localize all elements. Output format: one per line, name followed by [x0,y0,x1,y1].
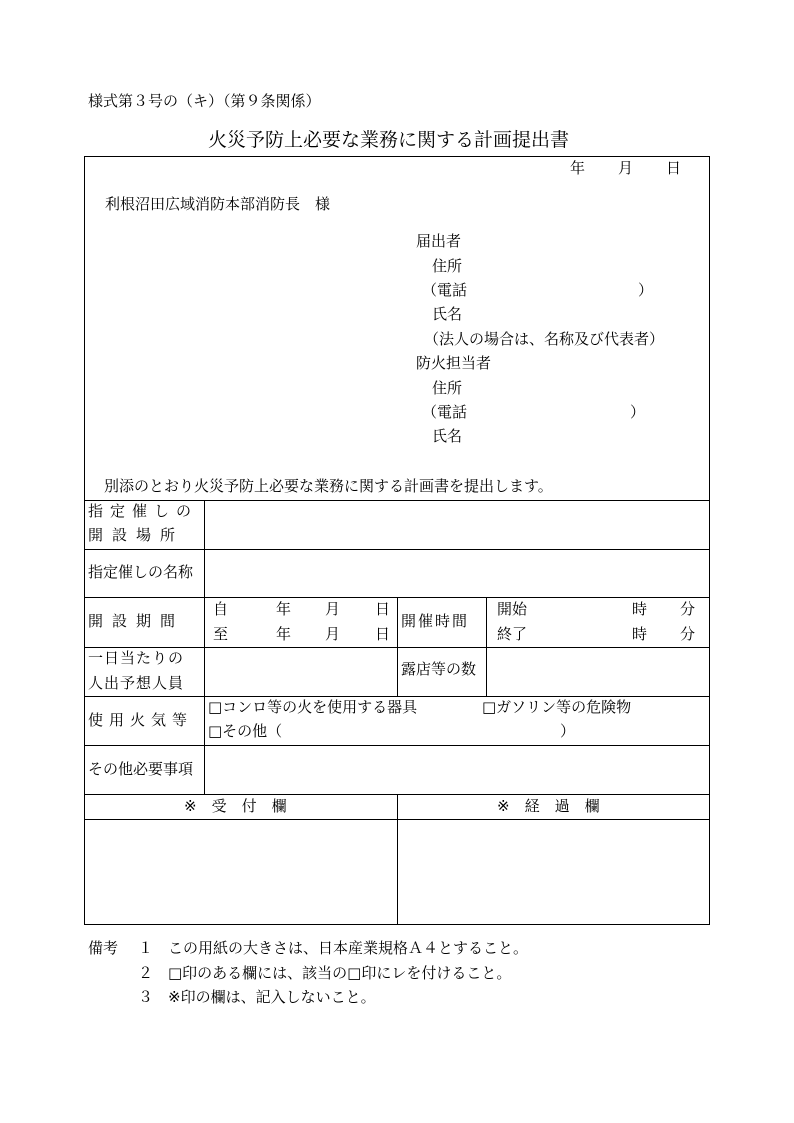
table-rule [486,597,487,696]
note-text: この用紙の大きさは、日本産業規格Ａ４とすること。 [168,939,529,957]
location-label-1: 指定催しの [88,502,199,520]
table-rule [397,794,398,924]
progress-header: ※ 経 過 欄 [497,797,600,815]
notes-heading: 備考 [88,939,119,957]
option-other-checkbox[interactable]: □その他（ [208,722,283,740]
applicant-name-label: 氏名 [432,305,463,323]
note-text: □印のある欄には、該当の□印にレを付けること。 [168,964,512,982]
table-rule [84,745,709,746]
option-other-close: ） [560,722,576,740]
note-number: １ [138,939,154,957]
end-minute: 分 [680,625,696,643]
table-rule [204,500,205,794]
addressee: 利根沼田広域消防本部消防長 様 [105,195,331,213]
location-input[interactable] [206,502,706,547]
submission-statement: 別添のとおり火災予防上必要な業務に関する計画書を提出します。 [104,477,553,495]
option-gasoline-checkbox[interactable]: □ガソリン等の危険物 [482,698,632,716]
attendance-label-2: 人出予想人員 [88,674,185,692]
applicant-address-label: 住所 [432,257,463,275]
period-to-prefix: 至 [213,625,229,643]
fire-manager-address-label: 住所 [432,379,463,397]
table-rule [397,597,398,696]
fire-use-label: 使用火気等 [88,711,194,729]
applicant-corp-note: （法人の場合は、名称及び代表者） [424,330,665,348]
form-number: 様式第３号の（キ）（第９条関係） [88,92,321,110]
stalls-label: 露店等の数 [401,660,477,678]
period-label: 開設期間 [88,612,185,630]
end-hour: 時 [632,625,648,643]
note-number: ２ [138,964,154,982]
applicant-phone-label: （電話 [422,281,468,299]
applicant-label: 届出者 [416,232,462,250]
stalls-input[interactable] [488,649,706,694]
period-from-prefix: 自 [213,600,229,618]
note-text: ※印の欄は、記入しないこと。 [168,988,376,1006]
attendance-input[interactable] [206,649,395,694]
note-number: ３ [138,988,154,1006]
other-items-input[interactable] [206,747,706,792]
attendance-label-1: 一日当たりの [88,649,185,667]
page-title: 火災予防上必要な業務に関する計画提出書 [208,129,570,151]
table-rule [84,696,709,697]
period-from-year: 年 [276,600,292,618]
event-name-label: 指定催しの名称 [88,563,194,581]
table-rule [84,549,709,550]
period-from-month: 月 [325,600,341,618]
period-to-day: 日 [375,625,391,643]
end-label: 終了 [497,625,528,643]
fire-manager-phone-label: （電話 [422,403,468,421]
location-label-line1 [88,504,198,519]
date-month: 月 [618,159,634,177]
location-label-2: 開設場所 [88,526,185,544]
applicant-phone-close: ） [638,281,654,299]
fire-manager-phone-close: ） [630,403,646,421]
date-year: 年 [570,159,586,177]
event-name-input[interactable] [206,551,706,596]
period-from-day: 日 [375,600,391,618]
fire-manager-name-label: 氏名 [432,427,463,445]
period-to-year: 年 [276,625,292,643]
start-label: 開始 [497,600,528,618]
date-day: 日 [666,159,682,177]
reception-header: ※ 受 付 欄 [184,797,287,815]
table-rule [84,500,709,501]
start-minute: 分 [680,600,696,618]
option-stove-checkbox[interactable]: □コンロ等の火を使用する器具 [208,698,418,716]
other-items-label: その他必要事項 [88,760,194,778]
period-to-month: 月 [325,625,341,643]
fire-manager-label: 防火担当者 [416,354,492,372]
start-hour: 時 [632,600,648,618]
hours-label: 開催時間 [401,612,470,630]
